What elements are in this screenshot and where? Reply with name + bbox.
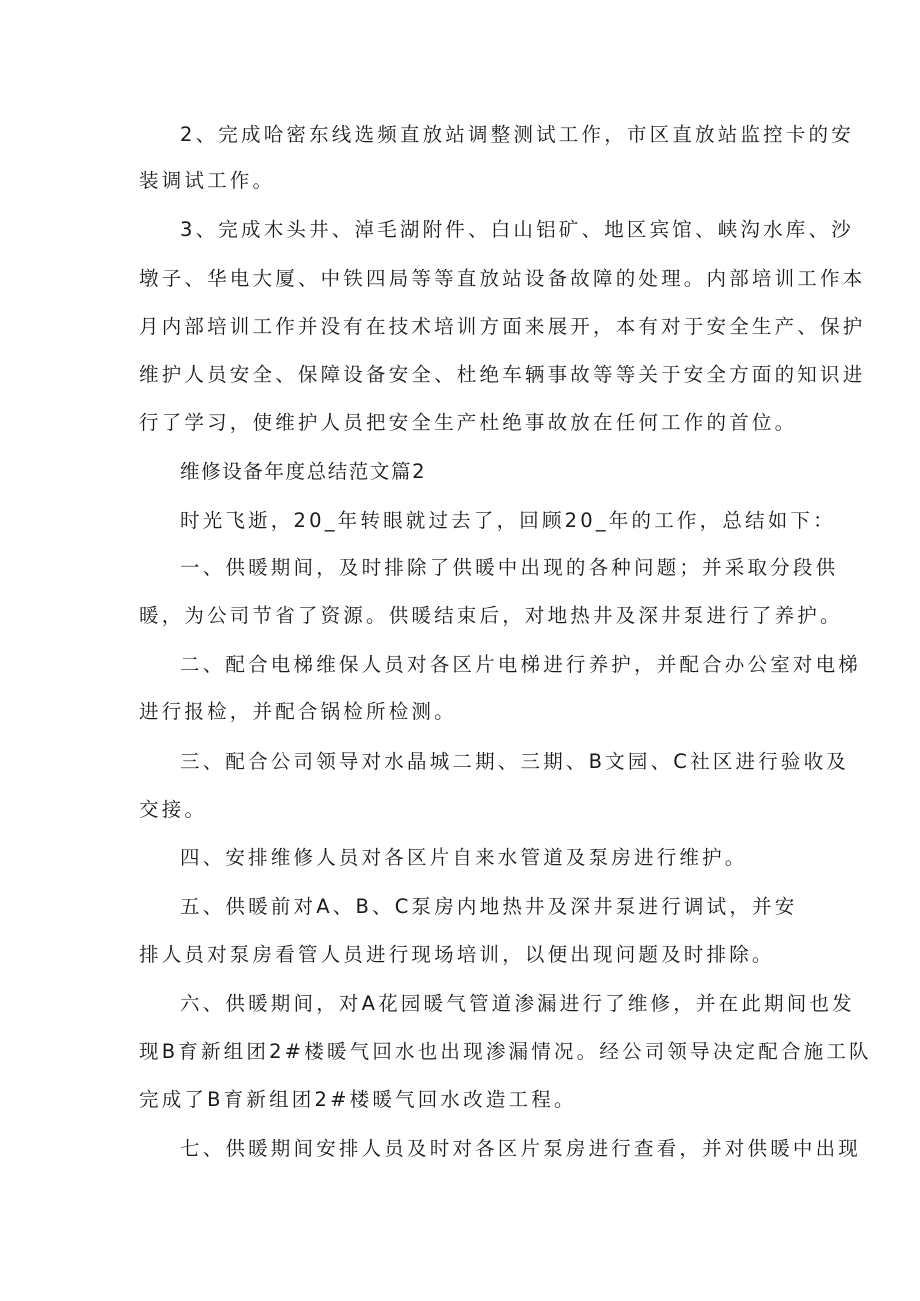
text-line: 维护人员安全、保障设备安全、杜绝车辆事故等等关于安全方面的知识进 xyxy=(139,363,866,386)
text-line: 墩子、华电大厦、中铁四局等等直放站设备故障的处理。内部培训工作本 xyxy=(139,267,866,290)
text-line: 七、供暖期间安排人员及时对各区片泵房进行查看，并对供暖中出现 xyxy=(180,1137,862,1160)
text-line: 月内部培训工作并没有在技术培训方面来展开，本有对于安全生产、保护 xyxy=(139,315,866,338)
text-line: 三、配合公司领导对水晶城二期、三期、B文园、C社区进行验收及 xyxy=(180,750,849,773)
text-line: 四、安排维修人员对各区片自来水管道及泵房进行维护。 xyxy=(180,846,748,869)
text-line: 时光飞逝，20_年转眼就过去了，回顾20_年的工作，总结如下： xyxy=(180,509,836,532)
text-line: 一、供暖期间，及时排除了供暖中出现的各种问题；并采取分段供 xyxy=(180,556,839,579)
text-line: 2、完成哈密东线选频直放站调整测试工作，市区直放站监控卡的安 xyxy=(180,123,854,146)
text-line: 交接。 xyxy=(139,798,208,821)
text-line: 3、完成木头井、淖毛湖附件、白山铝矿、地区宾馆、峡沟水库、沙 xyxy=(180,218,854,241)
text-line: 暖，为公司节省了资源。供暖结束后，对地热井及深井泵进行了养护。 xyxy=(139,604,843,627)
text-line: 二、配合电梯维保人员对各区片电梯进行养护，并配合办公室对电梯 xyxy=(180,653,862,676)
section-heading: 维修设备年度总结范文篇2 xyxy=(180,460,427,483)
text-line: 六、供暖期间，对A花园暖气管道渗漏进行了维修，并在此期间也发 xyxy=(180,992,855,1015)
text-line: 现B育新组团2#楼暖气回水也出现渗漏情况。经公司领导决定配合施工队 xyxy=(139,1040,872,1063)
text-line: 排人员对泵房看管人员进行现场培训，以便出现问题及时排除。 xyxy=(139,943,775,966)
text-line: 装调试工作。 xyxy=(139,169,276,192)
text-line: 行了学习，使维护人员把安全生产杜绝事故放在任何工作的首位。 xyxy=(139,411,798,434)
text-line: 进行报检，并配合锅检所检测。 xyxy=(139,700,457,723)
text-line: 五、供暖前对A、B、C泵房内地热井及深井泵进行调试，并安 xyxy=(180,895,798,918)
text-line: 完成了B育新组团2#楼暖气回水改造工程。 xyxy=(139,1088,577,1111)
